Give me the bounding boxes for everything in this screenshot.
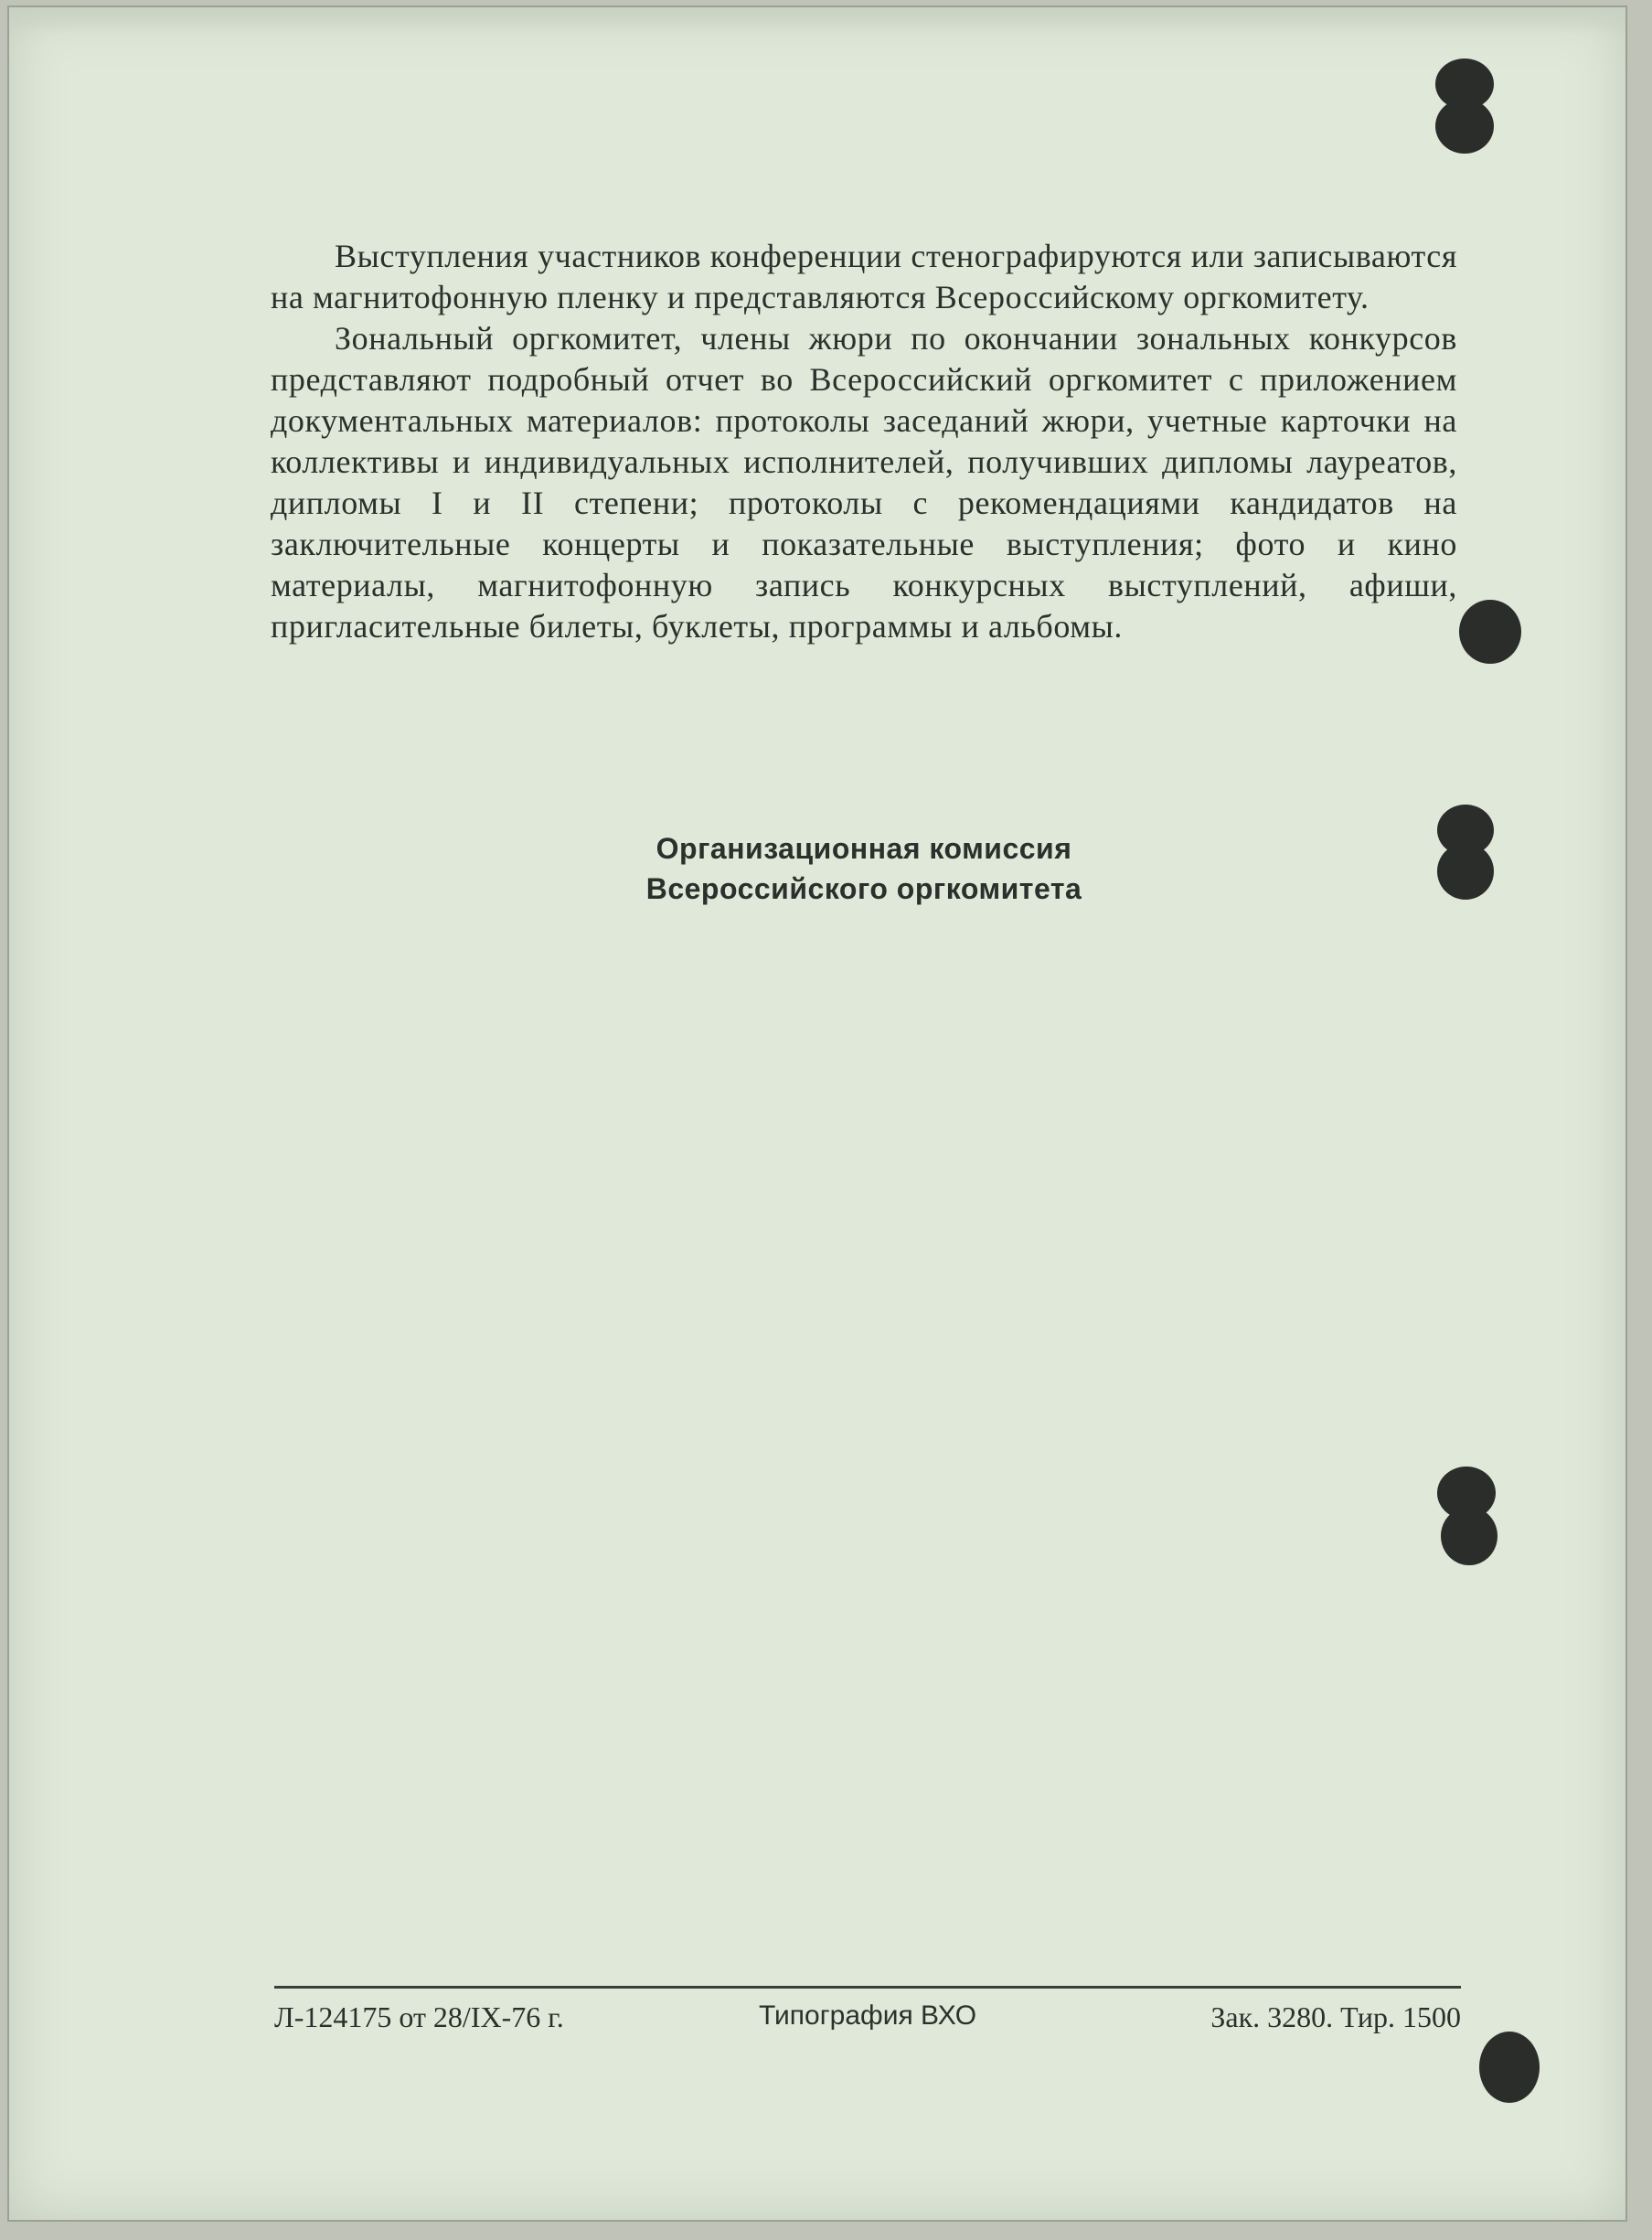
signature-line-2: Всероссийского оргкомитета xyxy=(645,872,1082,905)
printer-name: Типография ВХО xyxy=(759,2000,977,2031)
document-page xyxy=(7,5,1627,2222)
punch-hole-2 xyxy=(1459,600,1521,664)
body-text xyxy=(271,236,1457,647)
imprint-footer xyxy=(274,2000,1461,2041)
paragraph-1: Выступления участников конференции стенографируются или записываются на магнитофонную пленку и представляются Всероссийскому оргкомитету. xyxy=(271,238,1457,315)
bleed-through-text xyxy=(274,117,1499,158)
punch-hole-1b xyxy=(1435,99,1494,154)
scan-shadow xyxy=(9,7,1625,35)
paragraph-2: Зональный оргкомитет, члены жюри по окончании зональных конкурсов представляют подробный отчет во Всероссийский оргкомитет с приложением документальных материалов: протоколы заседаний жюри, учетные карточки на коллективы и индивидуальных исполнителей, получивших дипломы лауреатов, дипломы I и II степени; протоколы с рекомендациями кандидатов на заключительные концерты и показательные выступления; фото и кино материалы, магнитофонную запись конкурсных выступлений, афиши, пригласительные билеты, буклеты, программы и альбомы. xyxy=(271,320,1457,645)
footer-rule xyxy=(274,1986,1461,1989)
signature-line-1: Организационная комиссия xyxy=(655,832,1072,865)
license-number: Л-124175 от 28/IX-76 г. xyxy=(274,2000,564,2033)
signature-block xyxy=(271,828,1457,909)
punch-hole-4b xyxy=(1441,1507,1497,1565)
punch-hole-3b xyxy=(1437,843,1494,900)
order-circulation: Зак. 3280. Тир. 1500 xyxy=(1210,2000,1461,2033)
punch-hole-5 xyxy=(1479,2032,1540,2103)
